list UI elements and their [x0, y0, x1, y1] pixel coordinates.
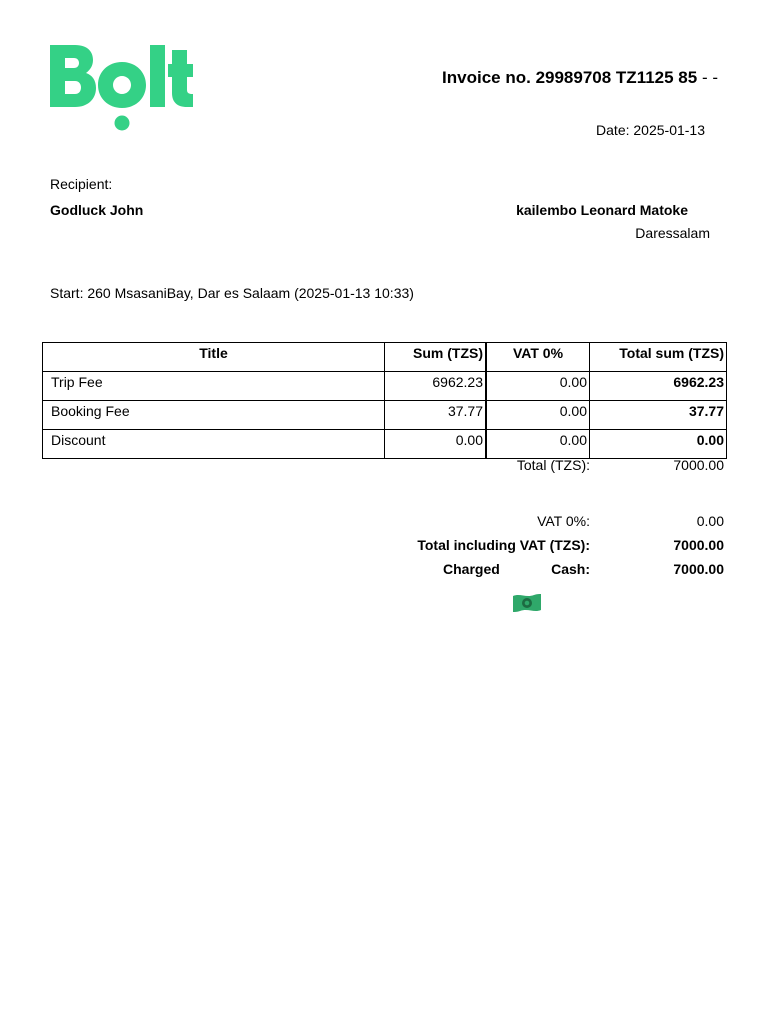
- row-title: Discount: [43, 430, 385, 459]
- row-sum: 6962.23: [385, 372, 487, 401]
- row-vat: 0.00: [486, 372, 590, 401]
- row-total: 0.00: [590, 430, 727, 459]
- recipient-name: Godluck John: [50, 202, 144, 218]
- row-sum: 0.00: [385, 430, 487, 459]
- row-title: Trip Fee: [43, 372, 385, 401]
- cash-label: Cash:: [551, 561, 590, 577]
- table-row: [43, 430, 727, 459]
- fee-table: [42, 342, 727, 459]
- table-row: [43, 372, 727, 401]
- trip-start: Start: 260 MsasaniBay, Dar es Salaam (2025-01-13 10:33): [50, 285, 414, 301]
- row-vat: 0.00: [486, 401, 590, 430]
- total-incl-vat-value: 7000.00: [673, 537, 724, 553]
- invoice-title: [442, 68, 718, 88]
- row-total: 6962.23: [590, 372, 727, 401]
- bolt-logo: [48, 42, 194, 132]
- total-incl-vat-label: Total including VAT (TZS):: [417, 537, 590, 553]
- table-header-row: [43, 343, 727, 372]
- header-title: Title: [43, 343, 385, 372]
- vat-value: 0.00: [696, 513, 724, 529]
- invoice-number: Invoice no. 29989708 TZ1125 85: [442, 68, 698, 87]
- row-title: Booking Fee: [43, 401, 385, 430]
- driver-name: kailembo Leonard Matoke: [516, 202, 688, 218]
- row-sum: 37.77: [385, 401, 487, 430]
- invoice-date: Date: 2025-01-13: [596, 122, 705, 138]
- row-total: 37.77: [590, 401, 727, 430]
- charged-value: 7000.00: [673, 561, 724, 577]
- table-row: [43, 401, 727, 430]
- total-value: 7000.00: [673, 457, 724, 473]
- charged-label: Charged: [443, 561, 500, 577]
- driver-city: Daressalam: [635, 225, 710, 241]
- header-sum: Sum (TZS): [385, 343, 487, 372]
- recipient-label: Recipient:: [50, 176, 113, 192]
- row-vat: 0.00: [486, 430, 590, 459]
- cash-icon: [512, 592, 542, 614]
- header-vat: VAT 0%: [486, 343, 590, 372]
- total-label: Total (TZS):: [516, 457, 590, 473]
- vat-label: VAT 0%:: [537, 513, 590, 529]
- header-total: Total sum (TZS): [590, 343, 727, 372]
- invoice-title-suffix: - -: [701, 68, 718, 87]
